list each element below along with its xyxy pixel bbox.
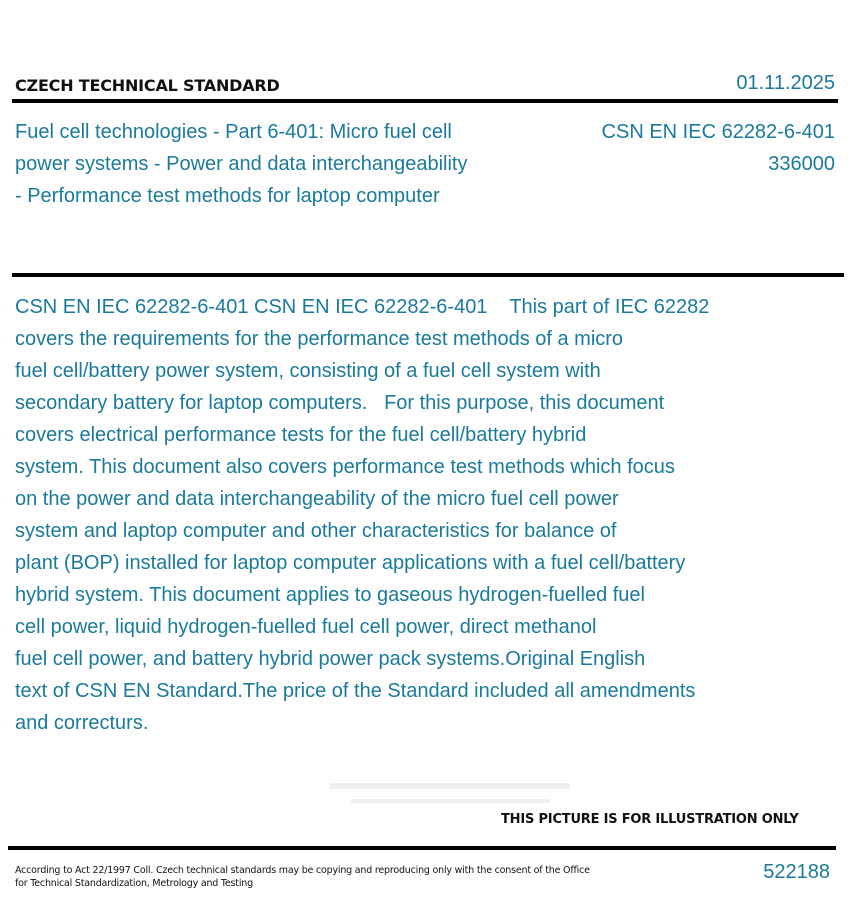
faint-watermark (330, 775, 570, 815)
standard-codes (602, 116, 835, 180)
abstract-line: plant (BOP) installed for laptop computer applications with a fuel cell/battery (15, 552, 686, 574)
class-number: 336000 (768, 153, 835, 175)
legal-notice-line: for Technical Standardization, Metrology and Testing (15, 878, 253, 889)
abstract-line: fuel cell power, and battery hybrid power pack systems.Original English (15, 648, 646, 670)
abstract-line: secondary battery for laptop computers. For this purpose, this document (15, 392, 665, 414)
abstract-line: CSN EN IEC 62282-6-401 CSN EN IEC 62282-6-401 This part of IEC 62282 (15, 296, 710, 318)
header-date: 01.11.2025 (736, 72, 835, 94)
catalog-number: 522188 (763, 861, 830, 883)
abstract-line: system and laptop computer and other characteristics for balance of (15, 520, 617, 542)
abstract-line: on the power and data interchangeability of the micro fuel cell power (15, 488, 619, 510)
illustration-notice: THIS PICTURE IS FOR ILLUSTRATION ONLY (501, 812, 799, 827)
abstract-line: and correcturs. (15, 712, 149, 734)
title-line: Fuel cell technologies - Part 6-401: Micro fuel cell (15, 121, 452, 143)
abstract-line: covers the requirements for the performance test methods of a micro (15, 328, 624, 350)
top-divider (12, 99, 838, 103)
legal-notice-line: According to Act 22/1997 Coll. Czech technical standards may be copying and reproducing only with the consent of the Office (15, 865, 590, 876)
abstract-line: text of CSN EN Standard.The price of the Standard included all amendments (15, 680, 696, 702)
title-line: power systems - Power and data interchangeability (15, 153, 468, 175)
abstract-text (15, 291, 775, 739)
abstract-line: cell power, liquid hydrogen-fuelled fuel cell power, direct methanol (15, 616, 597, 638)
legal-notice (15, 864, 615, 890)
bottom-divider (8, 846, 836, 850)
abstract-line: fuel cell/battery power system, consisting of a fuel cell system with (15, 360, 601, 382)
abstract-line: hybrid system. This document applies to gaseous hydrogen-fuelled fuel (15, 584, 645, 606)
header-label: CZECH TECHNICAL STANDARD (15, 76, 280, 95)
standard-code: CSN EN IEC 62282-6-401 (601, 121, 835, 143)
abstract-line: covers electrical performance tests for the fuel cell/battery hybrid (15, 424, 587, 446)
middle-divider (12, 273, 844, 277)
title-line: - Performance test methods for laptop computer (15, 185, 440, 207)
document-title (15, 116, 515, 212)
abstract-line: system. This document also covers performance test methods which focus (15, 456, 675, 478)
